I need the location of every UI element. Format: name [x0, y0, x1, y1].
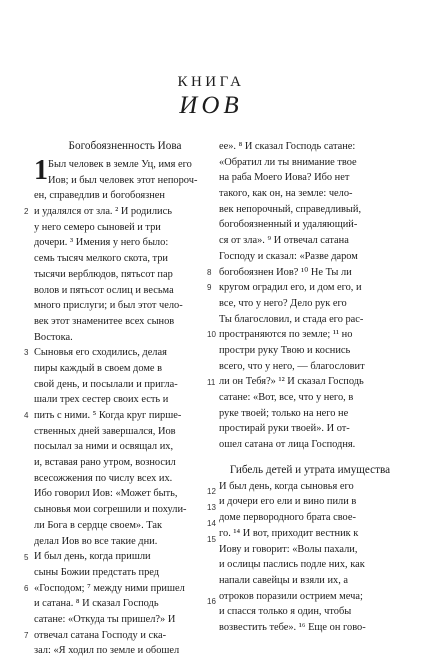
text-line: посылал за ними и освящал их, — [34, 441, 174, 453]
text-line: делал Иов во все такие дни. — [34, 535, 158, 547]
text-line: отроков поразили острием меча; — [219, 590, 363, 602]
text-line: сыны Божии предстать пред — [34, 566, 160, 578]
text-line: и удалялся от зла. ² И родились — [34, 206, 172, 218]
book-title: ИОВ — [179, 92, 243, 119]
text-line: пиры каждый в своем доме в — [34, 362, 163, 374]
verse-number: 12 — [207, 487, 216, 497]
text-line: Был человек в земле Уц, имя его — [48, 159, 192, 170]
text-line: «Господом; ⁷ между ними пришел — [34, 582, 185, 594]
verse-number: 13 — [207, 503, 216, 513]
verse-number: 5 — [24, 552, 29, 562]
text-line: И был день, когда сыновья его — [219, 480, 354, 492]
verse-number: 4 — [24, 411, 29, 421]
text-line: век этот знаменитее всех сынов — [34, 315, 175, 327]
text-line: всесожжения по числу всех их. — [34, 472, 173, 484]
text-line: шали трех сестер своих есть и — [34, 394, 169, 406]
text-line: ли Бога в сердце своем». Так — [34, 519, 163, 531]
right-column — [219, 139, 401, 636]
text-line: Сыновья его сходились, делая — [34, 347, 167, 359]
text-line: ен, справедлив и богобоязнен — [34, 190, 165, 202]
text-line: Ты благословил, и стада его рас- — [219, 313, 364, 325]
text-line: свой день, и посылали и пригла- — [34, 378, 178, 390]
text-line: сатане: «Откуда ты пришел?» И — [34, 613, 176, 625]
text-line: семь тысяч мелкого скота, три — [34, 253, 168, 265]
text-line: отвечал сатана Господу и ска- — [34, 629, 167, 641]
left-text — [34, 157, 216, 659]
text-line: зал: «Я ходил по земле и обошел — [34, 645, 180, 657]
text-line: всего, что у него, — благословит — [219, 360, 365, 372]
text-line: дочери. ³ Имения у него было: — [34, 237, 169, 249]
text-line: Иову и говорит: «Волы пахали, — [219, 543, 358, 555]
verse-number: 8 — [207, 267, 212, 277]
text-line: напали савейцы и взяли их, а — [219, 574, 349, 586]
text-line: век непорочный, справедливый, — [219, 203, 362, 215]
right-text-bottom — [219, 479, 401, 636]
text-line: пить с ними. ⁵ Когда круг пирше- — [34, 410, 182, 421]
verse-number: 2 — [24, 207, 29, 217]
text-line: сыновья мои согрешили и похули- — [34, 504, 187, 516]
verse-number: 6 — [24, 583, 29, 593]
text-line: го. ¹⁴ И вот, приходит вестник к — [219, 527, 359, 539]
text-line: много прислуги; и был этот чело- — [34, 300, 183, 312]
verse-number: 3 — [24, 348, 29, 358]
text-line: Востока. — [34, 331, 73, 343]
text-line: все, что у него? Дело рук его — [219, 297, 347, 309]
text-line: ли он Тебя?» ¹² И сказал Господь — [219, 376, 364, 388]
verse-number: 7 — [24, 631, 29, 640]
text-line: и дочери его ели и вино пили в — [219, 496, 357, 508]
text-line: руке твоей; только на него не — [219, 407, 349, 419]
text-line: и сатана. ⁸ И сказал Господь — [34, 598, 159, 610]
text-line: и спасся только я один, чтобы — [219, 606, 352, 618]
verse-number: 9 — [207, 283, 212, 293]
text-line: ошел сатана от лица Господня. — [219, 439, 356, 451]
verse-number: 16 — [207, 597, 216, 607]
verse-number: 10 — [207, 330, 216, 340]
chapter-number: 1 — [34, 155, 48, 186]
text-line: у него семеро сыновей и три — [34, 221, 161, 233]
text-line: тысячи верблюдов, пятьсот пар — [34, 268, 173, 280]
text-line: сатане: «Вот, все, что у него, в — [219, 392, 354, 403]
text-line: ственных дней завершался, Иов — [34, 425, 176, 437]
text-line: простирай руки твоей». И от- — [219, 423, 350, 435]
text-line: доме первородного брата свое- — [219, 512, 356, 524]
text-line: ся от зла». ⁹ И отвечал сатана — [219, 235, 349, 247]
section-heading-2: Гибель детей и утрата имущества — [229, 463, 391, 476]
text-line: И был день, когда пришли — [34, 551, 151, 563]
text-line: пространяются по земле; ¹¹ но — [219, 329, 353, 341]
text-line: возвестить тебе». ¹⁶ Еще он гово- — [219, 621, 366, 633]
text-line: ее». ⁸ И сказал Господь сатане: — [219, 141, 356, 152]
text-line: Иов; и был человек этот непороч- — [48, 174, 198, 186]
section-heading: Богобоязненность Иова — [68, 140, 182, 152]
verse-number: 15 — [207, 534, 216, 544]
right-text-top — [219, 139, 401, 453]
text-line: богобоязнен Иов? ¹⁰ Не Ты ли — [219, 266, 352, 278]
text-line: и ослицы паслись подле них, как — [219, 559, 365, 571]
text-line: богобоязненный и удаляющий- — [219, 219, 358, 231]
verse-number: 11 — [207, 377, 216, 387]
text-line: Господу и сказал: «Разве даром — [219, 250, 358, 262]
text-line: такого, как он, на земле: чело- — [219, 188, 353, 200]
text-line: «Обратил ли ты внимание твое — [219, 156, 357, 168]
text-line: на раба Моего Иова? Ибо нет — [219, 172, 350, 184]
verse-number: 14 — [207, 518, 216, 528]
text-line: волов и пятьсот ослиц и весьма — [34, 284, 174, 296]
text-line: и, вставая рано утром, возносил — [34, 457, 176, 469]
left-column — [34, 139, 216, 659]
text-line: Ибо говорил Иов: «Может быть, — [34, 488, 178, 500]
text-line: простри руку Твою и коснись — [219, 344, 351, 356]
book-label: КНИГА — [177, 74, 245, 90]
text-line: кругом оградил его, и дом его, и — [219, 282, 362, 294]
